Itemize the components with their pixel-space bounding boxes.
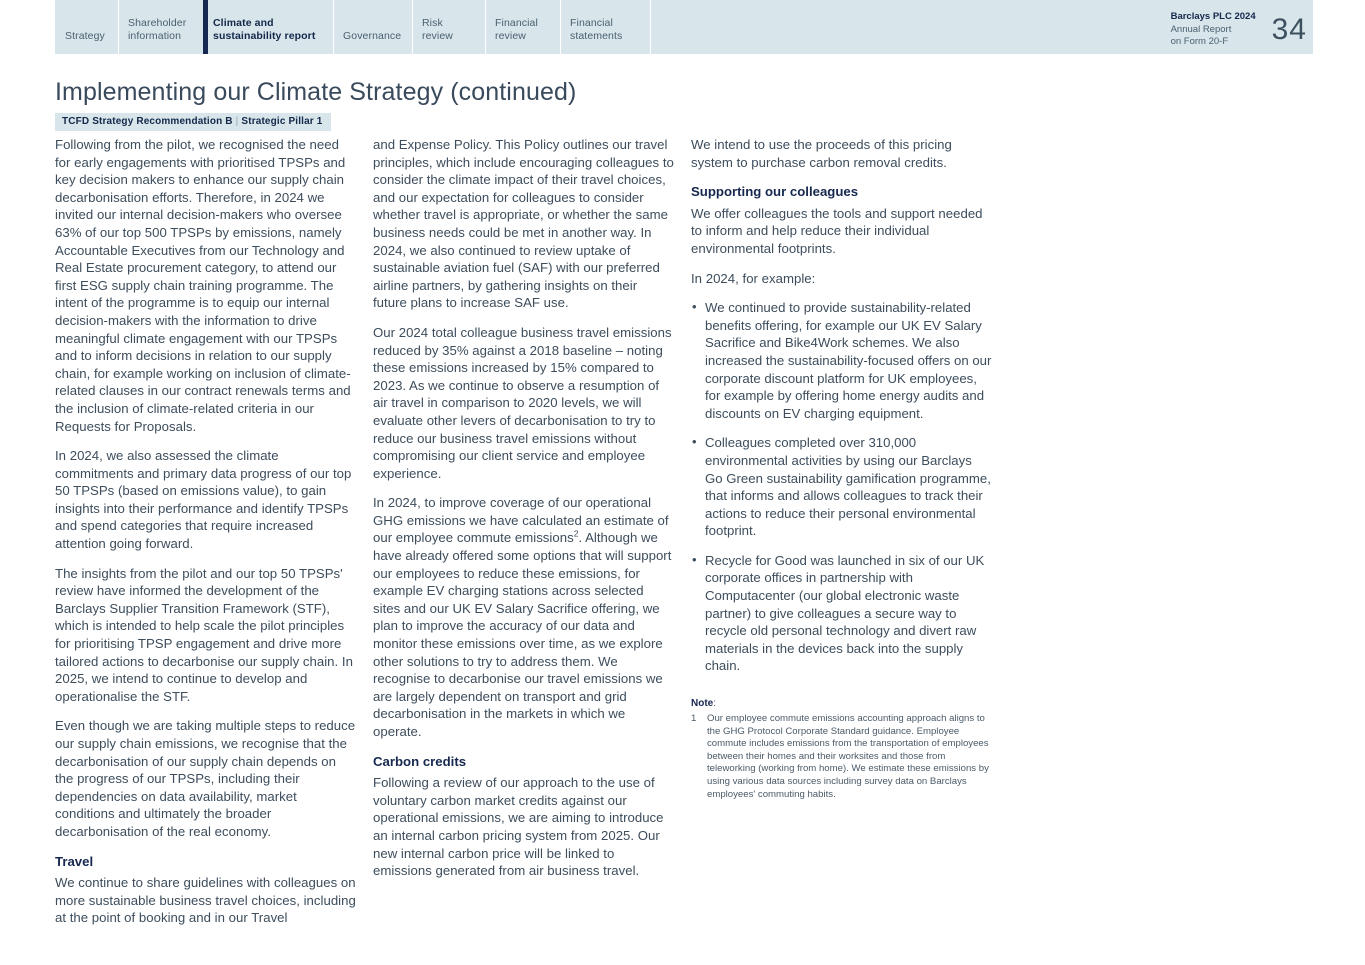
footnote-heading-colon: : (713, 698, 717, 710)
nav-tab-label: Financial review (495, 17, 538, 42)
section-navigation-bar (55, 0, 1313, 54)
article-body-columns (55, 136, 1313, 939)
footnote-heading-label: Note (691, 698, 714, 710)
tcfd-badge-separator: | (235, 116, 239, 127)
nav-tab-label: Strategy (65, 29, 105, 42)
subheading-travel: Travel (55, 853, 94, 869)
paragraph: The insights from the pilot and our top 50 TPSPs' review have informed the development of the Barclays Supplier Transition Framework (STF), which is intended to help scale the pilot principles for prioritising TPSP engagement and drive more tailored actions to decarbonise our supply chain. In 2025, we intend to continue to develop and operationalise the STF. (55, 565, 353, 704)
report-company-year: Barclays PLC 2024 (1170, 11, 1256, 22)
list-item: • Colleagues completed over 310,000 environmental activities by using our Barclays Go Green sustainability gamification programme, that informs and allows colleagues to track their actions to reduce their personal environmental footprint. (691, 434, 992, 540)
footnote-item (691, 713, 992, 801)
paragraph-text-after-footnote: . Although we have already offered some options that will support our employees to reduce these emissions, for example EV charging stations across selected sites and our UK EV Salary Sacrifice offering, we plan to improve the accuracy of our data and monitor these emissions over time, as we explore other solutions to try to address them. We recognise to decarbonise our travel emissions we are largely dependent on transport and grid decarbonisation in the markets in which we operate. (373, 530, 672, 739)
footnote-number: 1 (691, 713, 697, 725)
nav-tab-risk-review[interactable] (412, 0, 485, 54)
list-item: • Recycle for Good was launched in six of our UK corporate offices in partnership with Computacenter (our global electronic waste partner) to give colleagues a secure way to recycle old personal technology and divert raw materials in the devices back into the supply chain. (691, 552, 992, 675)
paragraph: Even though we are taking multiple steps to reduce our supply chain emissions, we recognise that the decarbonisation of our supply chain depends on the progress of our TPSPs, including their dependencies on data availability, market conditions and ultimately the broader decarbonisation of the real economy. (55, 718, 356, 839)
nav-tab-label: Shareholder information (128, 17, 187, 42)
footnote-heading (691, 697, 992, 710)
footnote-text: Our employee commute emissions accounting approach aligns to the GHG Protocol Corporate Standard guidance. Employee commute includes emissions from the transportation of employees between their homes and their worksites and those from teleworking (working from home). We estimate these emissions by using various data sources including survey data on Barclays employees' commuting habits. (707, 713, 989, 800)
nav-tab-shareholder-information[interactable] (118, 0, 203, 54)
report-name-line1: Annual Report (1170, 23, 1232, 35)
report-name-line2: on Form 20-F (1170, 36, 1229, 47)
nav-tab-financial-statements[interactable] (560, 0, 650, 54)
footnote-reference[interactable]: 2 (573, 529, 579, 540)
paragraph: In 2024, for example: (691, 270, 816, 286)
paragraph: In 2024, we also assessed the climate commitments and primary data progress of our top 50 TPSPs (based on emissions value), to gain insights into their performance and identify TPSPs and spend categories that require increased attention going forward. (55, 448, 352, 552)
footnote-block (691, 697, 992, 801)
paragraph: We offer colleagues the tools and support needed to inform and help reduce their individual environmental footprints. (691, 205, 983, 256)
subheading-supporting-our-colleagues: Supporting our colleagues (691, 184, 859, 200)
report-identity-text (1171, 11, 1256, 49)
nav-spacer (650, 0, 1171, 54)
text-column-2 (373, 136, 674, 939)
paragraph: and Expense Policy. This Policy outlines our travel principles, which include encouraging colleagues to consider the climate impact of their travel choices, and our expectation for colleagues to consider whether travel is appropriate, or whether the same business needs could be met in another way. In 2024, we also continued to review uptake of sustainable aviation fuel (SAF) with our preferred airline partners, by gathering insights on their future plans to increase SAF use. (373, 137, 674, 311)
nav-tab-label: Climate and sustainability report (213, 17, 316, 42)
nav-tab-financial-review[interactable] (485, 0, 560, 54)
page-title: Implementing our Climate Strategy (continued) (55, 77, 577, 106)
paragraph: We intend to use the proceeds of this pricing system to purchase carbon removal credits. (691, 137, 952, 170)
report-identity-block (1171, 0, 1313, 54)
paragraph: Our 2024 total colleague business travel emissions reduced by 35% against a 2018 baseline – noting these emissions increased by 15% compared to 2023. As we continue to observe a resumption of air travel in comparison to 2020 levels, we will evaluate other levers of decarbonisation to try to reduce our business travel emissions without compromising our client service and employee experience. (373, 324, 672, 481)
nav-tab-label: Governance (343, 29, 402, 42)
tcfd-strategy-badge (55, 113, 331, 131)
page-number: 34 (1271, 13, 1307, 46)
nav-tab-climate-and-sustainability-report[interactable] (203, 0, 333, 54)
nav-tab-label: Risk review (422, 17, 453, 42)
paragraph-text-before-footnote: In 2024, to improve coverage of our operational GHG emissions we have calculated an estimate of our employee commute emissions (373, 495, 669, 546)
list-item: • We continued to provide sustainability-related benefits offering, for example our UK EV Salary Sacrifice and Bike4Work schemes. We also increased the sustainability-focused offers on our corporate discount platform for UK employees, for example by offering home energy audits and discounts on EV charging equipment. (691, 299, 992, 422)
tcfd-badge-left-label: TCFD Strategy Recommendation B (62, 116, 233, 127)
paragraph-with-footnote-ref (373, 494, 674, 740)
subheading-carbon-credits: Carbon credits (373, 753, 467, 769)
paragraph: Following from the pilot, we recognised the need for early engagements with prioritised TPSPs and key decision makers to enhance our supply chain decarbonisation efforts. Therefore, in 2024 we invited our internal decision-makers who oversee 63% of our top 500 TPSPs by emissions, namely Accountable Executives from our Technology and Real Estate procurement category, to attend our first ESG supply chain training programme. The intent of the programme is to equip our internal decision-makers with the information to drive meaningful climate engagement with our TPSPs and to inform decisions in relation to our supply chain, for example working on inclusion of climate-related clauses in our contract renewals terms and the inclusion of climate-related criteria in our Requests for Proposals. (55, 137, 351, 434)
nav-tab-label: Financial statements (570, 17, 623, 42)
nav-tab-strategy[interactable] (55, 0, 118, 54)
nav-tab-governance[interactable] (333, 0, 412, 54)
tcfd-badge-right-label: Strategic Pillar 1 (241, 116, 323, 127)
text-column-3 (691, 136, 992, 939)
paragraph: We continue to share guidelines with colleagues on more sustainable business travel choices, including at the point of booking and in our Travel (55, 875, 356, 926)
text-column-1 (55, 136, 356, 939)
bullet-list (691, 299, 992, 675)
paragraph: Following a review of our approach to the use of voluntary carbon market credits against our operational emissions, we are aiming to introduce an internal carbon pricing system from 2025. Our new internal carbon price will be linked to emissions generated from air business travel. (373, 775, 664, 879)
